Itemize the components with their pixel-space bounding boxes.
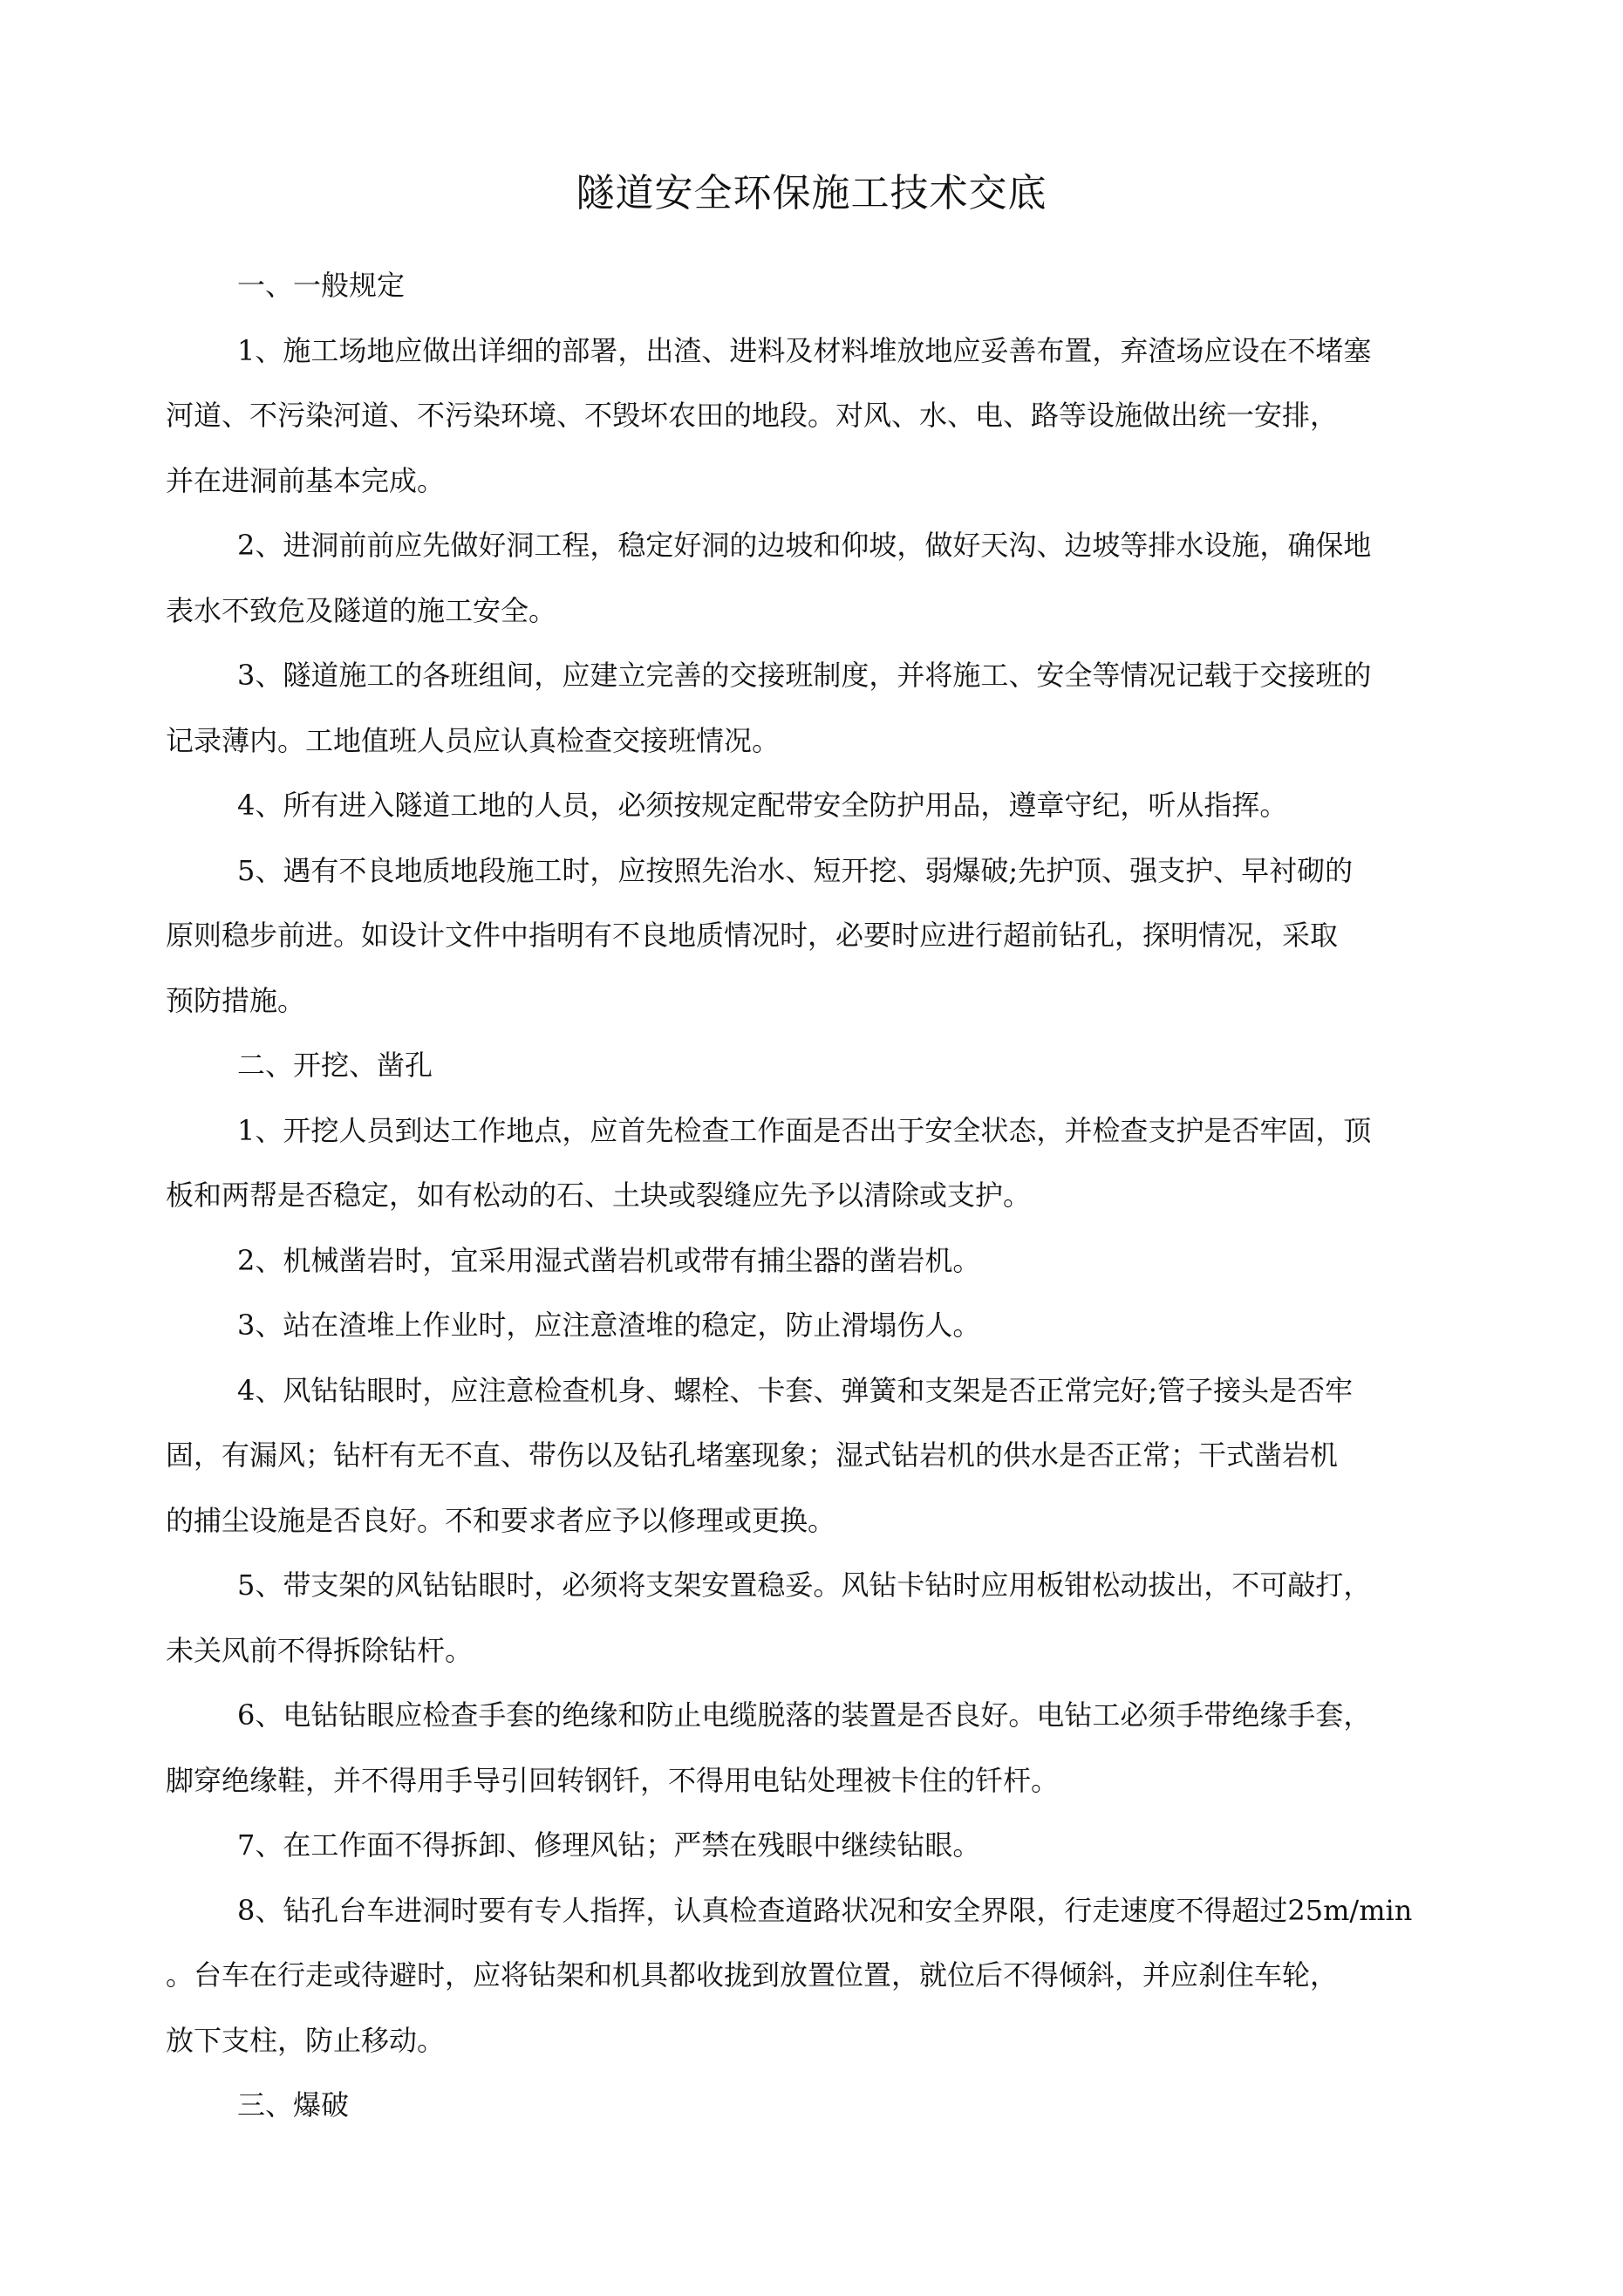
paragraph-line: 河道、不污染河道、不污染环境、不毁坏农田的地段。对风、水、电、路等设施做出统一安排， bbox=[166, 399, 1339, 432]
paragraph-2-7 bbox=[166, 1813, 1465, 1878]
section-heading-blasting bbox=[166, 2073, 1465, 2138]
paragraph-2-6 bbox=[166, 1683, 1465, 1813]
paragraph-line: 8、钻孔台车进洞时要有专人指挥，认真检查道路状况和安全界限，行走速度不得超过25m/min bbox=[237, 1893, 1413, 1927]
paragraph-line: 原则稳步前进。如设计文件中指明有不良地质情况时，必要时应进行超前钻孔，探明情况，采取 bbox=[166, 919, 1339, 952]
paragraph-line: 放下支柱，防止移动。 bbox=[166, 2023, 446, 2057]
paragraph-1-3 bbox=[166, 643, 1465, 773]
paragraph-line: 3、站在渣堆上作业时，应注意渣堆的稳定，防止滑塌伤人。 bbox=[237, 1309, 981, 1342]
document-title: 隧道安全环保施工技术交底 bbox=[576, 171, 1047, 215]
paragraph-1-4 bbox=[166, 773, 1465, 838]
paragraph-2-4 bbox=[166, 1358, 1465, 1554]
paragraph-line: 并在进洞前基本完成。 bbox=[166, 463, 446, 497]
paragraph-line: 5、遇有不良地质地段施工时，应按照先治水、短开挖、弱爆破;先护顶、强支护、早衬砌的 bbox=[237, 853, 1354, 887]
paragraph-line: 7、在工作面不得拆卸、修理风钻；严禁在残眼中继续钻眼。 bbox=[237, 1828, 981, 1862]
paragraph-line: 脚穿绝缘鞋，并不得用手导引回转钢钎，不得用电钻处理被卡住的钎杆。 bbox=[166, 1763, 1060, 1797]
paragraph-line: 1、施工场地应做出详细的部署，出渣、进料及材料堆放地应妥善布置，弃渣场应设在不堵塞 bbox=[237, 333, 1372, 367]
paragraph-line: 。台车在行走或待避时，应将钻架和机具都收拢到放置位置，就位后不得倾斜，并应刹住车轮， bbox=[166, 1958, 1339, 1992]
paragraph-line: 1、开挖人员到达工作地点，应首先检查工作面是否出于安全状态，并检查支护是否牢固，顶 bbox=[237, 1113, 1372, 1147]
paragraph-line: 5、带支架的风钻钻眼时，必须将支架安置稳妥。风钻卡钻时应用板钳松动拔出，不可敲打， bbox=[237, 1568, 1372, 1602]
paragraph-line: 2、进洞前前应先做好洞工程，稳定好洞的边坡和仰坡，做好天沟、边坡等排水设施，确保地 bbox=[237, 529, 1372, 562]
paragraph-line: 6、电钻钻眼应检查手套的绝缘和防止电缆脱落的装置是否良好。电钻工必须手带绝缘手套， bbox=[237, 1698, 1372, 1732]
paragraph-line: 固，有漏风；钻杆有无不直、带伤以及钻孔堵塞现象；湿式钻岩机的供水是否正常；干式凿岩机 bbox=[166, 1438, 1339, 1472]
paragraph-line: 预防措施。 bbox=[166, 983, 306, 1017]
paragraph-1-2 bbox=[166, 513, 1465, 643]
paragraph-line: 板和两帮是否稳定，如有松动的石、土块或裂缝应先予以清除或支护。 bbox=[166, 1179, 1032, 1212]
paragraph-line: 记录薄内。工地值班人员应认真检查交接班情况。 bbox=[166, 723, 781, 757]
paragraph-line: 4、风钻钻眼时，应注意检查机身、螺栓、卡套、弹簧和支架是否正常完好;管子接头是否牢 bbox=[237, 1373, 1354, 1407]
document-body bbox=[166, 253, 1465, 2138]
paragraph-line: 的捕尘设施是否良好。不和要求者应予以修理或更换。 bbox=[166, 1503, 836, 1537]
paragraph-2-5 bbox=[166, 1553, 1465, 1683]
paragraph-line: 二、开挖、凿孔 bbox=[237, 1049, 433, 1082]
paragraph-line: 表水不致危及隧道的施工安全。 bbox=[166, 593, 557, 627]
paragraph-line: 2、机械凿岩时，宜采用湿式凿岩机或带有捕尘器的凿岩机。 bbox=[237, 1243, 981, 1277]
paragraph-1-5 bbox=[166, 838, 1465, 1034]
paragraph-line: 4、所有进入隧道工地的人员，必须按规定配带安全防护用品，遵章守纪，听从指挥。 bbox=[237, 789, 1288, 822]
paragraph-line: 3、隧道施工的各班组间，应建立完善的交接班制度，并将施工、安全等情况记载于交接班的 bbox=[237, 659, 1372, 692]
section-heading-excavation bbox=[166, 1033, 1465, 1098]
paragraph-2-2 bbox=[166, 1228, 1465, 1294]
paragraph-line: 未关风前不得拆除钻杆。 bbox=[166, 1633, 474, 1667]
paragraph-line: 三、爆破 bbox=[237, 2088, 350, 2122]
paragraph-2-3 bbox=[166, 1293, 1465, 1358]
paragraph-2-1 bbox=[166, 1098, 1465, 1228]
paragraph-2-8 bbox=[166, 1878, 1465, 2074]
section-heading-general bbox=[166, 253, 1465, 318]
paragraph-1-1 bbox=[166, 318, 1465, 514]
paragraph-line: 一、一般规定 bbox=[237, 269, 406, 302]
